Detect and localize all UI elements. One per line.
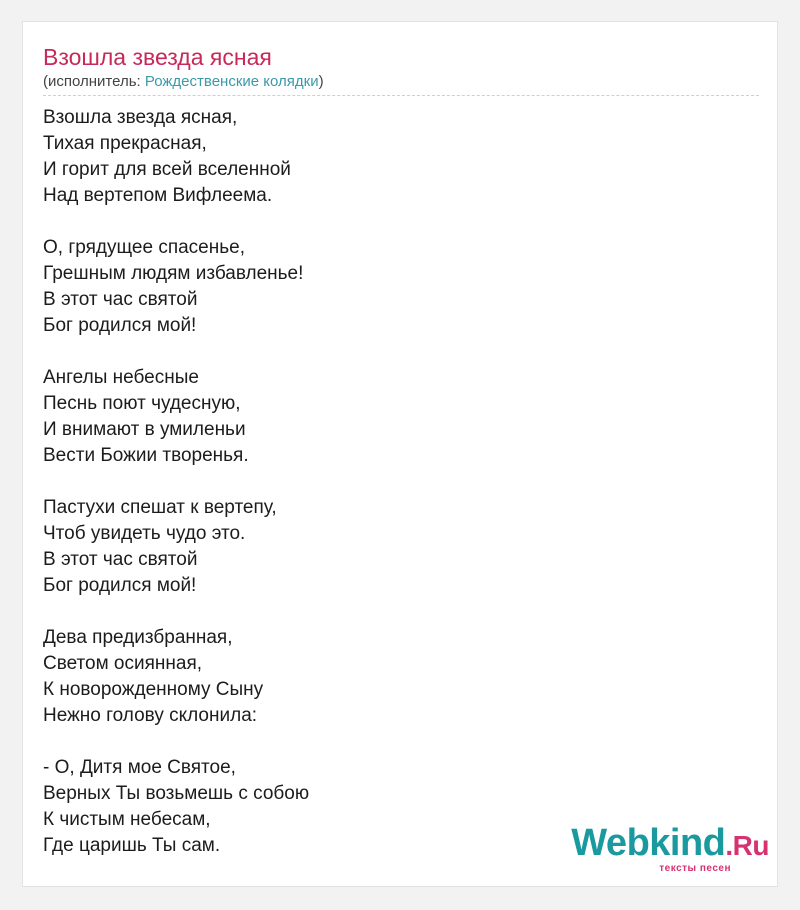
lyric-line: В этот час святой	[43, 549, 198, 570]
logo-wordmark	[571, 823, 769, 866]
lyric-line: Тихая прекрасная,	[43, 133, 207, 154]
lyric-line: Где царишь Ты сам.	[43, 835, 221, 856]
lyric-line: И внимают в умиленьи	[43, 419, 246, 440]
webkind-logo[interactable]	[571, 823, 769, 874]
song-title: Взошла звезда ясная	[43, 44, 272, 70]
stanza-5	[43, 625, 743, 729]
performer-prefix: (исполнитель:	[43, 73, 145, 90]
lyric-line: О, грядущее спасенье,	[43, 237, 245, 258]
lyric-line: Бог родился мой!	[43, 315, 197, 336]
lyric-line: И горит для всей вселенной	[43, 159, 291, 180]
lyric-line: Дева предизбранная,	[43, 627, 233, 648]
lyric-line: Песнь поют чудесную,	[43, 393, 241, 414]
performer-suffix: )	[318, 73, 324, 90]
lyric-line: К чистым небесам,	[43, 809, 211, 830]
stanza-2	[43, 235, 743, 339]
lyric-line: В этот час святой	[43, 289, 198, 310]
stanza-1	[43, 105, 743, 209]
stanza-4	[43, 495, 743, 599]
logo-main-text: Webkind	[571, 822, 726, 864]
lyric-line: Бог родился мой!	[43, 575, 197, 596]
performer-line	[43, 73, 324, 90]
lyric-line: Пастухи спешат к вертепу,	[43, 497, 277, 518]
lyric-line: Ангелы небесные	[43, 367, 199, 388]
lyric-line: Вести Божии творенья.	[43, 445, 249, 466]
lyric-line: К новорожденному Сыну	[43, 679, 264, 700]
lyrics-card	[22, 21, 778, 887]
lyric-line: Чтоб увидеть чудо это.	[43, 523, 246, 544]
lyric-line: Взошла звезда ясная,	[43, 107, 238, 128]
logo-tagline: тексты песен	[659, 863, 731, 874]
logo-domain-text: .Ru	[725, 830, 769, 861]
lyric-line: Светом осиянная,	[43, 653, 203, 674]
lyric-line: Грешным людям избавленье!	[43, 263, 304, 284]
lyric-line: - О, Дитя мое Святое,	[43, 757, 236, 778]
stanza-3	[43, 365, 743, 469]
lyric-line: Верных Ты возьмешь с собою	[43, 783, 310, 804]
lyrics-text	[43, 105, 743, 885]
lyric-line: Нежно голову склонила:	[43, 705, 258, 726]
performer-link[interactable]: Рождественские колядки	[144, 73, 319, 90]
lyric-line: Над вертепом Вифлеема.	[43, 185, 273, 206]
dashed-divider	[43, 95, 759, 96]
